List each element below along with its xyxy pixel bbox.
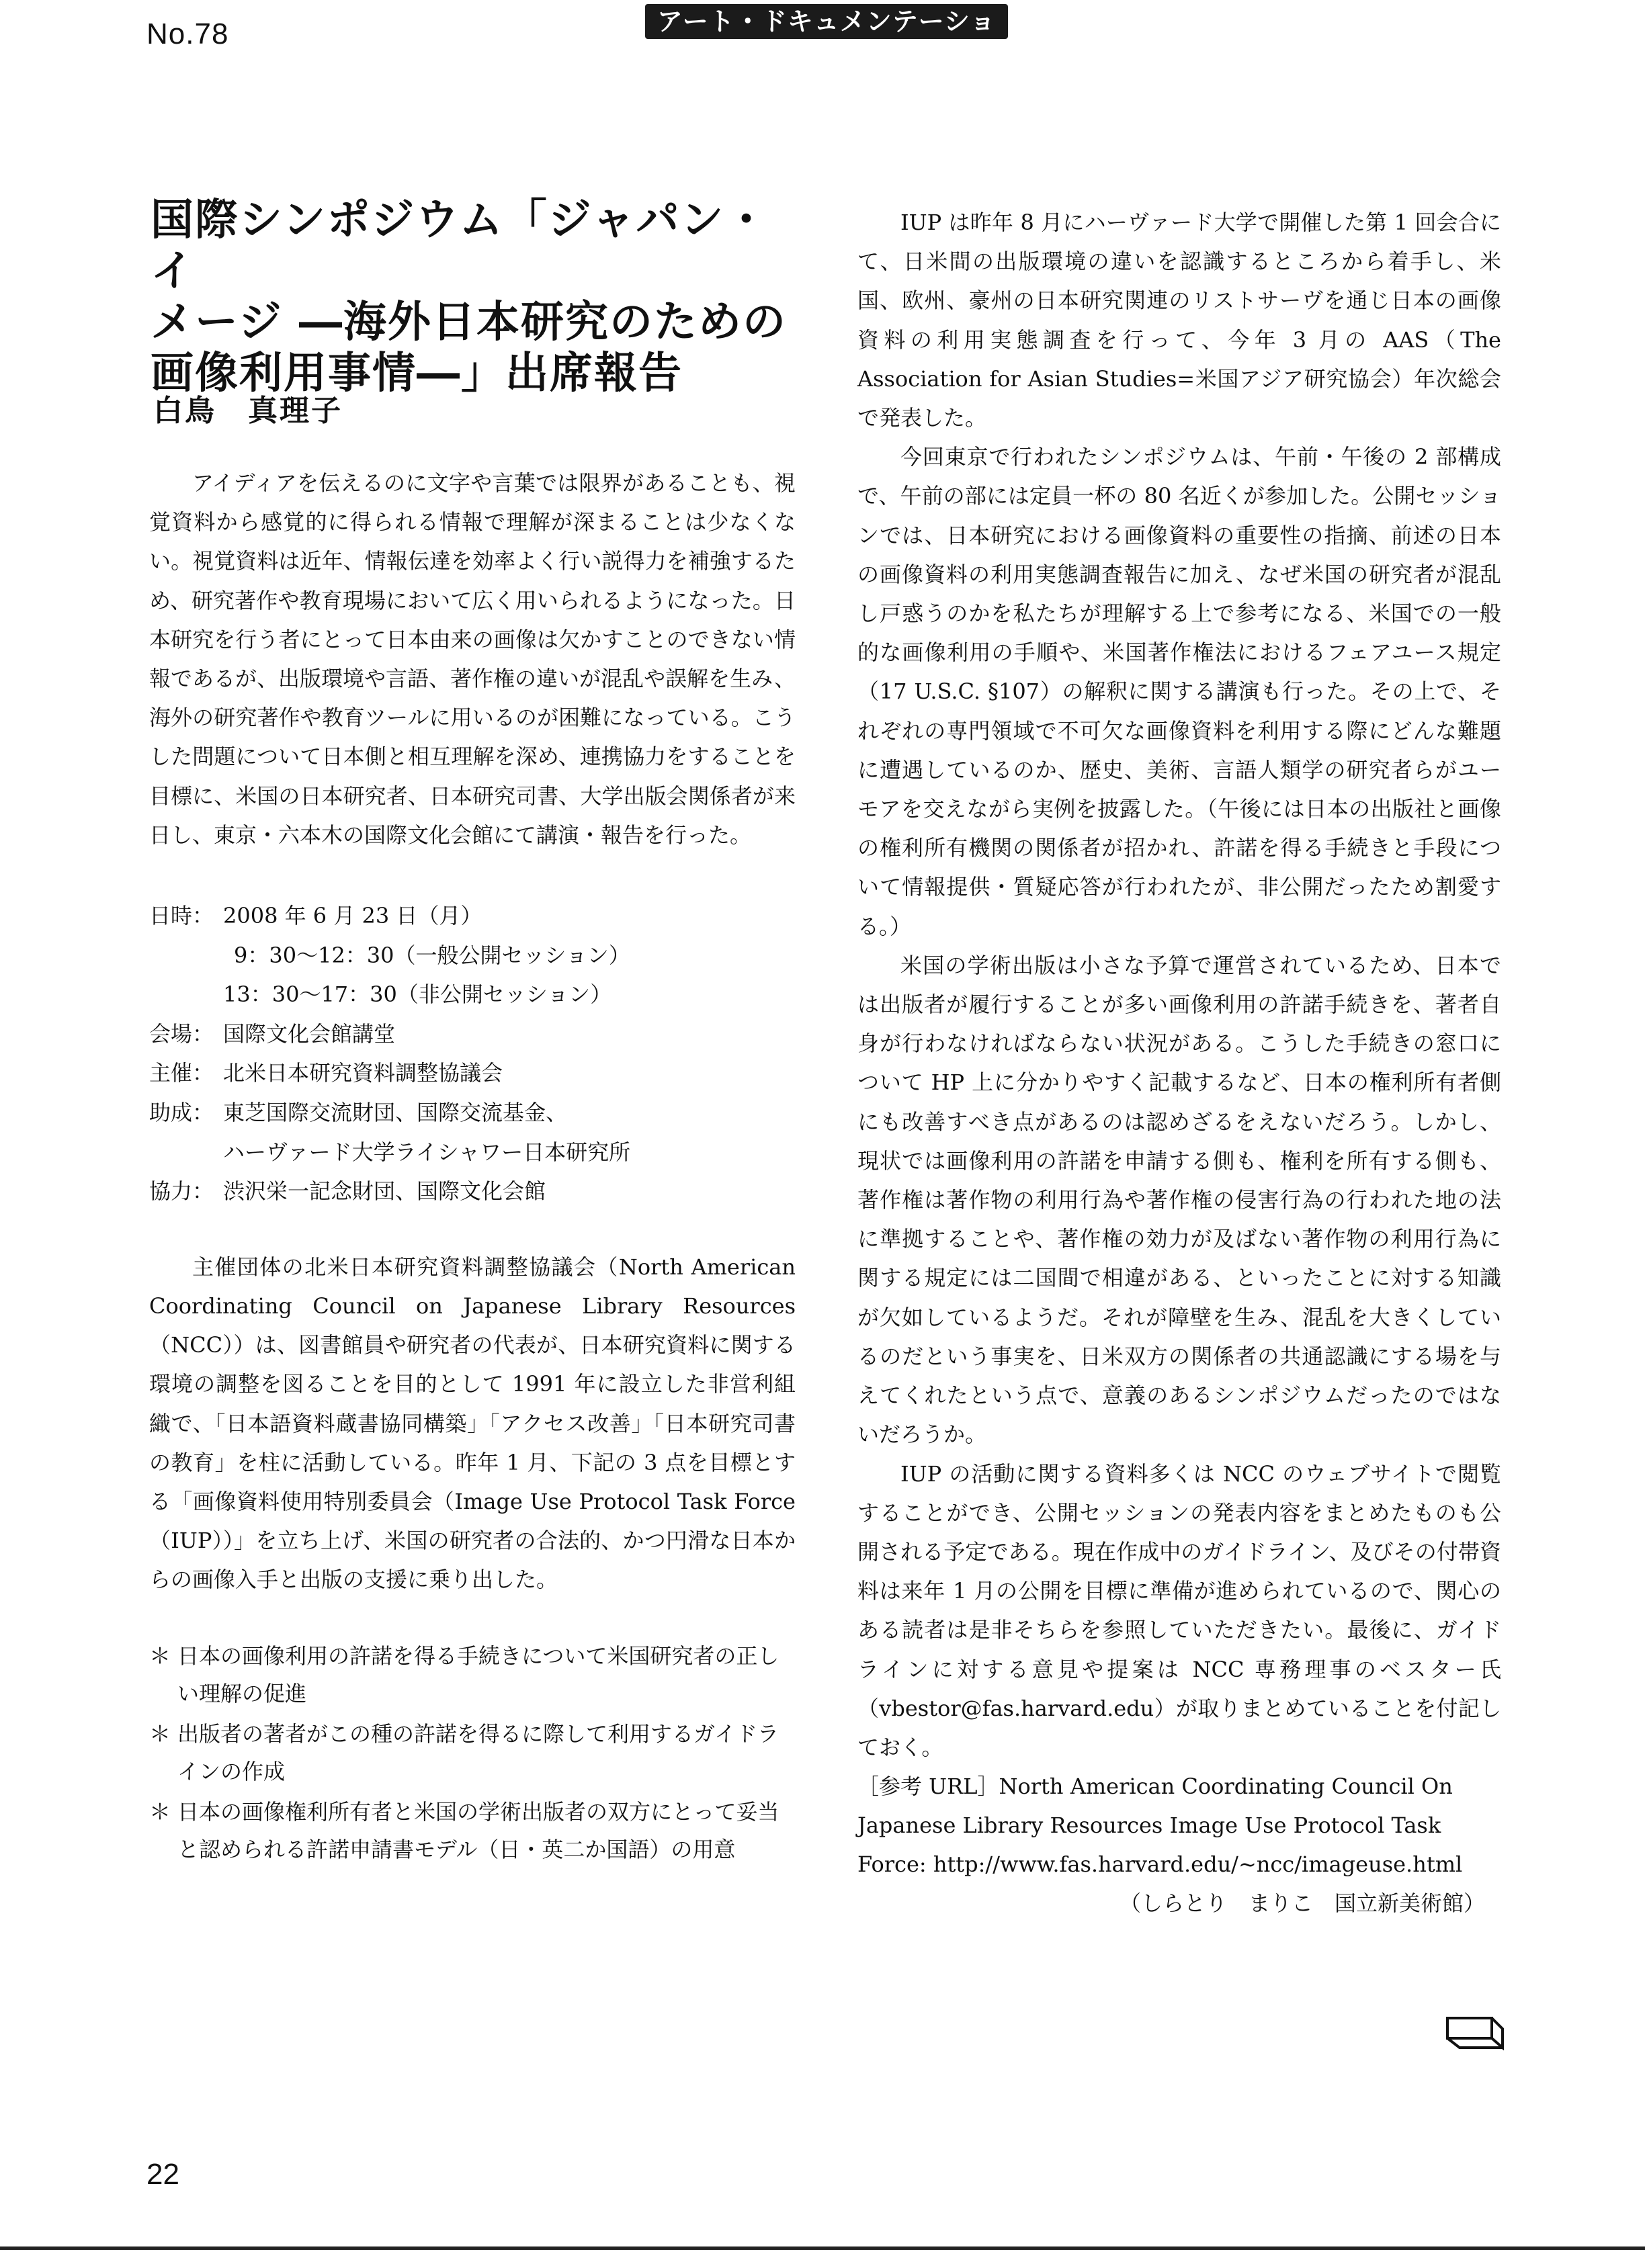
info-venue-value: 国際文化会館講堂	[223, 1020, 396, 1047]
info-venue	[149, 1014, 796, 1054]
bullet-mark: ＊	[149, 1643, 171, 1669]
article-title	[151, 195, 802, 399]
info-cooperation-label: 協力：	[149, 1178, 214, 1205]
bullet-mark: ＊	[149, 1798, 171, 1825]
intro-paragraph: アイディアを伝えるのに文字や言葉では限界があることも、視覚資料から感覚的に得られる情報で理解が深まることは少なくない。視覚資料は近年、情報伝達を効率よく行い説得力を補強するため、研究著作や教育現場において広く用いられるようになった。日本研究を行う者にとって日本由来の画像は欠かすことのできない情報であるが、出版環境や言語、著作権の違いが混乱や誤解を生み、海外の研究著作や教育ツールに用いるのが困難になっている。こうした問題について日本側と相互理解を深め、連携協力をすることを目標に、米国の日本研究者、日本研究司書、大学出版会関係者が来日し、東京・六本木の国際文化会館にて講演・報告を行った。	[149, 470, 796, 848]
info-support-value-cont: ハーヴァード大学ライシャワー日本研究所	[223, 1139, 631, 1165]
info-session-public: 9：30～12：30（一般公開セッション）	[234, 942, 630, 968]
title-line: 画像利用事情―」出席報告	[151, 349, 683, 398]
list-item	[149, 1793, 796, 1868]
info-support-value: 東芝国際交流財団、国際交流基金、	[223, 1100, 568, 1125]
ncc-paragraph: 主催団体の北米日本研究資料調整協議会（North American Coordinating Council on Japanese Library Resources（NCC））は、図書館員や研究者の代表が、日本研究資料に関する環境の調整を図ることを目的として 1991 年に設立した非営利組織で、「日本語資料蔵書協同構築」「アクセス改善」「日本研究司書の教育」を柱に活動している。昨年 1 月、下記の 3 点を目標とする「画像資料使用特別委員会（Image Use Protocol Task Force（IUP））」を立ち上げ、米国の研究者の合法的、かつ円滑な日本からの画像入手と出版の支援に乗り出した。	[149, 1254, 796, 1593]
title-line: 国際シンポジウム「ジャパン・イ	[151, 195, 769, 296]
info-cooperation-value: 渋沢栄一記念財団、国際文化会館	[223, 1178, 546, 1205]
info-date-value: 2008 年 6 月 23 日（月）	[223, 903, 482, 929]
info-host-label: 主催：	[149, 1060, 214, 1086]
info-host-value: 北米日本研究資料調整協議会	[223, 1060, 503, 1086]
goals-list	[149, 1637, 796, 1868]
list-item	[149, 1715, 796, 1790]
list-item	[149, 1637, 796, 1712]
info-support	[149, 1093, 796, 1133]
info-session-private: 13：30～17：30（非公開セッション）	[223, 982, 612, 1008]
reference-url: ［参考 URL］North American Coordinating Council On Japanese Library Resources Image Use Protocol Task Force: http://www.fas.harvard.edu/~ncc/imageuse.html	[857, 1774, 1463, 1878]
info-host	[149, 1053, 796, 1093]
author-name: 白鳥 真理子	[153, 394, 343, 428]
right-column	[857, 203, 1501, 1923]
list-item-text: 日本の画像利用の許諾を得る手続きについて米国研究者の正しい理解の促進	[177, 1643, 779, 1706]
issue-number: No.78	[146, 17, 229, 50]
event-info	[149, 896, 796, 1211]
bullet-mark: ＊	[149, 1720, 171, 1747]
series-title: アート・ドキュメンテーション通信	[645, 4, 1008, 39]
info-venue-label: 会場：	[149, 1020, 214, 1047]
list-item-text: 出版者の著者がこの種の許諾を得るに際して利用するガイドラインの作成	[177, 1720, 779, 1784]
left-column	[149, 464, 796, 1871]
author-signature: （しらとり まりこ 国立新美術館）	[1119, 1890, 1485, 1917]
end-mark-icon	[1445, 2015, 1505, 2053]
info-date	[149, 896, 796, 936]
page-number: 22	[146, 2158, 179, 2191]
info-date-label: 日時：	[149, 903, 214, 929]
list-item-text: 日本の画像権利所有者と米国の学術出版者の双方にとって妥当と認められる許諾申請書モデル（日・英二か国語）の用意	[177, 1798, 779, 1862]
body-paragraph: IUP は昨年 8 月にハーヴァード大学で開催した第 1 回会合にて、日米間の出版環境の違いを認識するところから着手し、米国、欧州、豪州の日本研究関連のリストサーヴを通じ日本の画像資料の利用実態調査を行って、今年 3 月の AAS（The Association for Asian Studies=米国アジア研究協会）年次総会で発表した。	[857, 210, 1501, 431]
body-paragraph: 今回東京で行われたシンポジウムは、午前・午後の 2 部構成で、午前の部には定員一杯の 80 名近くが参加した。公開セッションでは、日本研究における画像資料の重要性の指摘、前述の日本の画像資料の利用実態調査報告に加え、なぜ米国の研究者が混乱し戸惑うのかを私たちが理解する上で参考になる、米国での一般的な画像利用の手順や、米国著作権法におけるフェアユース規定（17 U.S.C. §107）の解釈に関する講演も行った。その上で、それぞれの専門領域で不可欠な画像資料を利用する際にどんな難題に遭遇しているのか、歴史、美術、言語人類学の研究者らがユーモアを交えながら実例を披露した。（午後には日本の出版社と画像の権利所有機関の関係者が招かれ、許諾を得る手続きと手段について情報提供・質疑応答が行われたが、非公開だったため割愛する。）	[857, 444, 1501, 939]
body-paragraph: 米国の学術出版は小さな予算で運営されているため、日本では出版者が履行することが多い画像利用の許諾手続きを、著者自身が行わなければならない状況がある。こうした手続きの窓口について HP 上に分かりやすく記載するなど、日本の権利所有者側にも改善すべき点があるのは認めざるをえないだろう。しかし、現状では画像利用の許諾を申請する側も、権利を所有する側も、著作権は著作物の利用行為や著作権の侵害行為の行われた地の法に準拠することや、著作権の効力が及ばない著作物の利用行為に関する規定には二国間で相違がある、といったことに対する知識が欠如しているようだ。それが障壁を生み、混乱を大きくしているのだという事実を、日米双方の関係者の共通認識にする場を与えてくれたという点で、意義のあるシンポジウムだったのではないだろうか。	[857, 952, 1501, 1448]
bottom-rule	[0, 2247, 1645, 2250]
info-support-label: 助成：	[149, 1100, 214, 1125]
title-line: メージ ―海外日本研究のための	[151, 298, 787, 347]
info-cooperation	[149, 1172, 796, 1211]
body-paragraph: IUP の活動に関する資料多くは NCC のウェブサイトで閲覧することができ、公開セッションの発表内容をまとめたものも公開される予定である。現在作成中のガイドライン、及びその付帯資料は来年 1 月の公開を目標に準備が進められているので、関心のある読者は是非そちらを参照していただきたい。最後に、ガイドラインに対する意見や提案は NCC 専務理事のベスター氏（vbestor@fas.harvard.edu）が取りまとめていることを付記しておく。	[857, 1460, 1501, 1760]
